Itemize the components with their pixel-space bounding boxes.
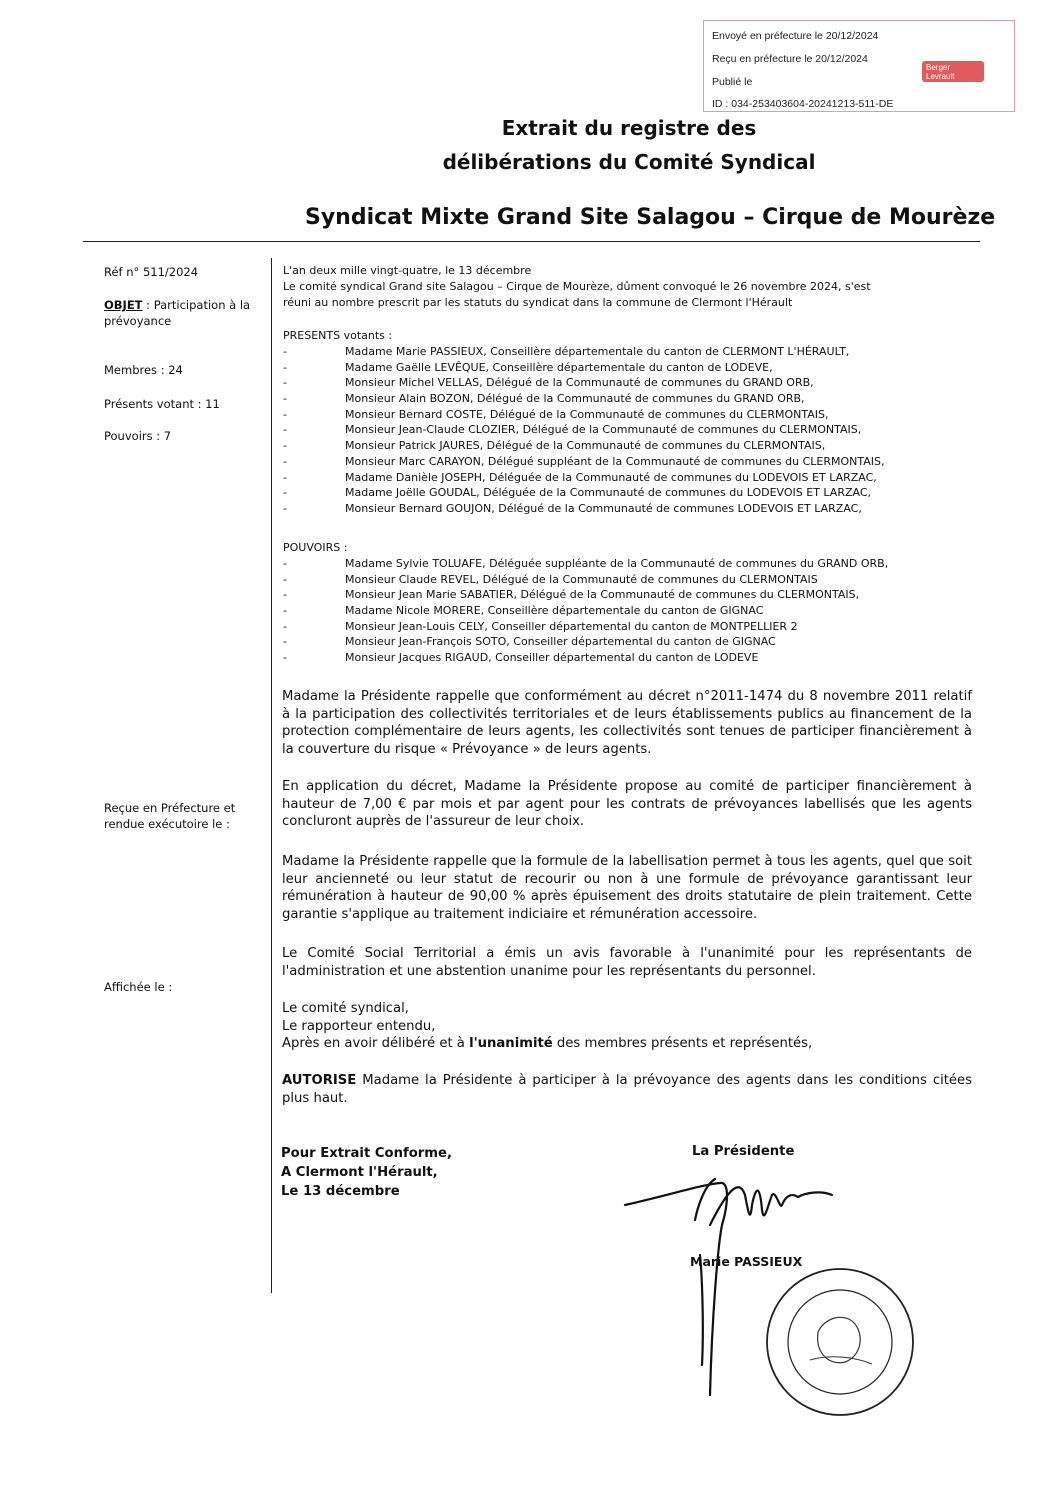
stamp-received: Reçu en préfecture le 20/12/2024 — [712, 53, 868, 65]
pouvoirs-heading: POUVOIRS : — [283, 541, 348, 554]
document-title-line2: délibérations du Comité Syndical — [442, 150, 816, 174]
document-subtitle: Syndicat Mixte Grand Site Salagou – Cirque de Mourèze — [305, 205, 996, 230]
objet-text: : Participation à la prévoyance — [104, 298, 251, 328]
presents-count: Présents votant : 11 — [104, 397, 220, 411]
intro-line1: L'an deux mille vingt-quatre, le 13 décembre — [283, 264, 532, 277]
document-title-line1: Extrait du registre des — [501, 116, 757, 140]
column-divider — [271, 258, 272, 1293]
objet — [104, 297, 264, 329]
intro-line2: Le comité syndical Grand site Salagou – Cirque de Mourèze, dûment convoqué le 26 novembre 2024, s'est — [283, 280, 871, 293]
paragraph-application: En application du décret, Madame la Présidente propose au comité de participer financièrement à hauteur de 7,00 € par mois et par agent pour les contrats de prévoyances labellisés que les agents concluront auprès de l'assureur de leur choix. — [282, 779, 972, 830]
paragraph-labellisation: Madame la Présidente rappelle que la formule de la labellisation permet à tous les agents, quel que soit leur ancienneté ou leur statut de recourir ou non à une formule de prévoyance garantissant leur rémunération à hauteur de 90,00 % après épuisement des droits statutaire de plein traitement. Cette garantie s'applique au traitement indiciaire et rémunération accessoire. — [282, 854, 972, 922]
paragraph-deliberation: Le comité syndical, Le rapporteur entendu, Après en avoir délibéré et à l'unanimité des membres présents et représentés, — [282, 1001, 813, 1052]
membres-count: Membres : 24 — [104, 363, 183, 377]
presents-heading: PRESENTS votants : — [283, 329, 393, 342]
president-name: Marie PASSIEUX — [690, 1254, 803, 1269]
recue-prefecture: Reçue en Préfecture et rendue exécutoire le : — [104, 801, 236, 831]
reference-number: Réf n° 511/2024 — [104, 265, 199, 279]
paragraph-autorise: AUTORISE Madame la Présidente à participer à la prévoyance des agents dans les conditions citées plus haut. — [282, 1073, 972, 1106]
prefecture-stamp — [703, 20, 1015, 112]
berger-levrault-logo: Berger Levrault — [922, 61, 984, 82]
extract-conforme: Pour Extrait Conforme, A Clermont l'Hérault, Le 13 décembre — [281, 1146, 452, 1199]
stamp-id: ID : 034-253403604-20241213-511-DE — [712, 98, 894, 110]
president-title: La Présidente — [692, 1144, 795, 1159]
header-divider — [83, 241, 980, 242]
paragraph-cst: Le Comité Social Territorial a émis un avis favorable à l'unanimité pour les représentants de l'administration et une abstention unanime pour les représentants du personnel. — [282, 946, 972, 979]
paragraph-decree: Madame la Présidente rappelle que conformément au décret n°2011-1474 du 8 novembre 2011 relatif à la participation des collectivités territoriales et de leurs établissements publics au financement de la protection complémentaire de leurs agents, les collectivités sont tenues de participer financièrement à la couverture du risque « Prévoyance » de leurs agents. — [282, 689, 972, 757]
stamp-sent: Envoyé en préfecture le 20/12/2024 — [712, 30, 879, 42]
intro-line3: réuni au nombre prescrit par les statuts du syndicat dans la commune de Clermont l'Hérault — [283, 296, 793, 309]
affichee-le: Affichée le : — [104, 980, 173, 994]
pouvoirs-count: Pouvoirs : 7 — [104, 429, 172, 443]
official-seal — [760, 1262, 920, 1422]
objet-label: OBJET — [104, 298, 143, 312]
stamp-published: Publié le — [712, 76, 753, 88]
